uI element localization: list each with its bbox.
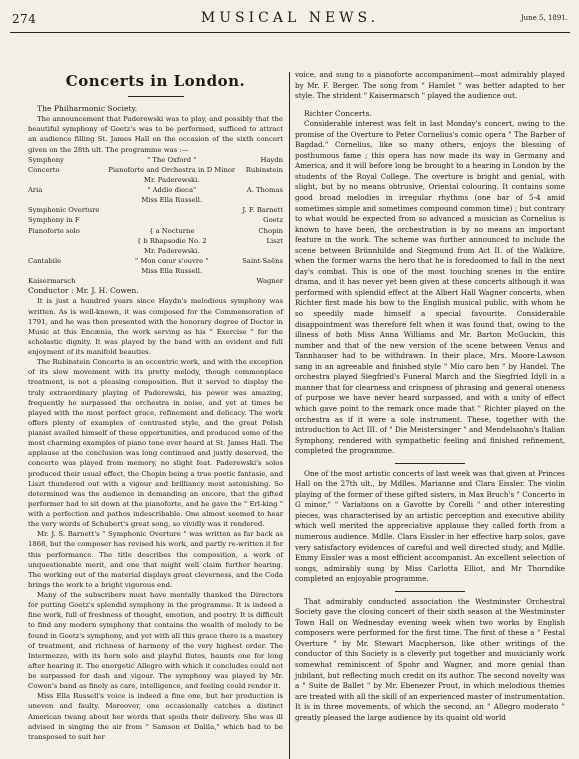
- programme-item-name: Kaisermarsch: [28, 277, 76, 286]
- programme-row: [28, 155, 283, 165]
- programme-item-name: Aria: [28, 186, 43, 194]
- masthead: MUSICAL NEWS.: [200, 10, 380, 26]
- article-title: Concerts in London.: [65, 72, 246, 90]
- programme-table: [28, 155, 283, 287]
- programme-row: [28, 215, 283, 225]
- programme-item-composer: Wagner: [256, 277, 283, 286]
- programme-item-composer: Haydn: [260, 155, 283, 164]
- programme-item-composer: Chopin: [258, 226, 283, 235]
- programme-item-work: " Mon cœur s'ouvre ": [135, 256, 209, 265]
- programme-item-composer: [239, 246, 283, 256]
- title-divider: [128, 96, 184, 97]
- programme-item-name: Concerto: [28, 165, 60, 174]
- programme-item-work: [104, 215, 239, 225]
- programme-row: [28, 195, 283, 205]
- programme-item-name: Symphony: [28, 155, 64, 164]
- section-heading-philharmonic: The Philharmonic Society.: [37, 104, 138, 113]
- programme-item-work: [104, 205, 239, 215]
- programme-item-work: { a Nocturne: [149, 226, 195, 235]
- programme-row: [28, 175, 283, 185]
- programme-item-work: Mr. Paderewski.: [143, 246, 200, 255]
- programme-item-work: Miss Ella Russell.: [141, 267, 203, 275]
- right-column: [295, 70, 565, 723]
- eissler-paragraph: One of the most artistic concerts of last week was that given at Princes Hall on the 27th ult., by Mdlles. Marianne and Clara Eissler. The violin playing of the former of these gifted sisters, in Max Bruch's " Concerto in G minor," " Variations on a Gavotte by Corelli " and other interesting pieces, was characterised by an artistic perception and executive ability which well merited the appreciative applause they called forth from a numerous audience. Mdlle. Clara Eissler in her effective harp solos, gave very satisfactory evidences of careful and well directed study, and Mdlle. Emmy Eissler was a most efficient accompanist. An excellent selection of songs, admirably sung by Miss Carlotta Elliot, and Mr Thorndike completed an enjoyable programme.: [295, 468, 565, 584]
- programme-row: [28, 276, 283, 286]
- programme-item-name: [28, 266, 104, 276]
- programme-row: [28, 205, 283, 215]
- programme-item-name: Symphony in F: [28, 216, 80, 225]
- programme-item-composer: Saint-Saëns: [242, 256, 283, 265]
- conductor-line: Conductor : Mr. J. H. Cowen.: [28, 286, 139, 296]
- paragraph: The Rubinstein Concerto is an eccentric work, and with the exception of its slow movement with its pretty melody, though commonplace treatment, is not a pleasing composition. But it served to display the truly extraordinary playing of Paderewski, his power was amazing, frequently he surpassed the orchestra in noise, and yet at times he played with the most perfect grace, refinement and delicacy. The work offers plenty of examples of contrasted style, and the great Polish pianist availed himself of these opportunities, and produced some of the most charming examples of piano tone ever heard at St. James Hall. The applause at the conclusion was long continued and justly deserved, the concerto was played from memory, no slight feat. Paderewski's solos produced their usual effect, the Chopin being a true poetic fantasie, and Liszt thundered out with a vigour and brilliancy most astonishing. So determined was the audience in demanding an encore, that the gifted performer had to sit down at the pianoforte, and he gave the " Erl-king " with a perfection and pathos indescribable. One almost seemed to hear the very words of Schubert's great song, so vividly was it rendered.: [28, 358, 283, 529]
- programme-row: [28, 226, 283, 236]
- programme-item-composer: Goetz: [263, 216, 283, 225]
- programme-item-work: Mr. Paderewski.: [143, 175, 200, 184]
- programme-row: [28, 185, 283, 195]
- programme-item-work: Miss Ella Russell.: [141, 196, 203, 205]
- paragraph: Many of the subscribers must have mentally thanked the Directors for putting Goetz's splendid symphony in the programme. It is indeed a fine work, full of freshness of thought, emotion, and poetry. It is difficult to find any modern symphony that contains the wealth of melody to be found in Goetz's symphony, and yet with all this grace there is a mastery of treatment, and richness of harmony of the very highest order. The Intermezzo, with its horn solo and playful flutes, haunts one for long after hearing it. The energetic Allegro with which it concludes could not be surpassed for dash and vigour. The symphony was played by Mr. Cowen's band as finely as care, intelligence, and feeling could render it.: [28, 591, 283, 691]
- page-number: 274: [12, 12, 37, 26]
- section-divider: [395, 591, 465, 592]
- philharmonic-intro: The announcement that Paderewski was to play, and possibly that the beautiful symphony of Goetz's was to be performed, sufficed to attract an audience filling St. James Hall on the occasion of the sixth concert given on the 28th ult. The programme was :—: [28, 115, 283, 154]
- programme-item-composer: A. Thomas: [246, 186, 283, 194]
- programme-item-name: [28, 246, 104, 256]
- programme-item-name: [28, 175, 104, 185]
- programme-item-composer: Liszt: [266, 236, 283, 245]
- paragraph-continuation: voice, and sung to a pianoforte accompaniment—most admirably played by Mr. F. Berger. The song from " Hamlet " was better adapted to her style. The strident " Kaisermarsch " played the audience out.: [295, 70, 565, 101]
- programme-item-work: { b Rhapsodie No. 2: [136, 236, 207, 245]
- programme-item-name: Symphonic Overture: [28, 206, 100, 215]
- programme-item-composer: J. F. Barnett: [242, 206, 283, 215]
- programme-item-work: " The Oxford ": [147, 155, 197, 164]
- issue-date: June 5, 1891.: [520, 14, 568, 22]
- programme-item-name: Pianoforte solo: [28, 226, 80, 235]
- paragraph: Mr. J. S. Barnett's " Symphonic Overture " was written as far back as 1868, but the composer has revised his work, and partly re-written it for this performance. The title describes the composition, a work of unquestionable merit, and one that might well claim further hearing. The working out of the material displays great cleverness, and the Coda brings the work to a bright vigorous end.: [28, 530, 283, 589]
- programme-item-composer: [239, 266, 283, 276]
- programme-item-work: [104, 276, 239, 286]
- paragraph: It is just a hundred years since Haydn's melodious symphony was written. As is well-known, it was composed for the Commemoration of 1791, and he was then presented with the honorary degree of Doctor in Music at this Encænia, the work serving as his " Exercise " for the scholastic dignity. It was played by the band with an evident and full enjoyment of its manifold beauties.: [28, 297, 283, 356]
- programme-row: [28, 266, 283, 276]
- programme-row: [28, 246, 283, 256]
- page-header: [10, 10, 570, 33]
- programme-row: [28, 165, 283, 175]
- westminster-paragraph: That admirably conducted association the Westminster Orchestral Society gave the closing concert of their sixth season at the Westminster Town Hall on Wednesday evening week when two works by English composers were performed for the first time. The first of these a " Festal Overture " by Mr. Stewart Macpherson, like other writings of the conductor of this Society is a cleverly put together and musicianly work somewhat reminiscent of Spohr and Wagner, and more genial than jubilant, but reflecting much credit on its author. The second novelty was a " Suite de Ballet " by Mr. Ebenezer Prout, in which melodious themes are treated with all the skill of an experienced master of instrumentation. It is in three movements, of which the second, an " Allegro moderato " greatly pleased the large audience by its quaint old world: [295, 596, 565, 722]
- column-divider: [289, 72, 290, 759]
- paragraph: Miss Ella Russell's voice is indeed a fine one, but her production is uneven and faulty. Moreover, one occasionally catches a distinct American twang about her words that spoils their delivery. She was ill advised in singing the air from " Samson et Dalila," which had to be transposed to suit her: [28, 692, 283, 741]
- programme-row: [28, 256, 283, 266]
- programme-row: [28, 236, 283, 246]
- programme-item-composer: Rubinstein: [245, 165, 283, 174]
- programme-item-work: " Addio dieca": [147, 186, 197, 194]
- programme-item-name: Cantabile: [28, 256, 62, 265]
- left-column: [28, 104, 283, 742]
- programme-item-name: [28, 195, 104, 205]
- section-heading-richter: Richter Concerts.: [304, 108, 372, 118]
- programme-item-work: Pianoforte and Orchestra in D Minor: [108, 165, 236, 174]
- section-divider: [395, 463, 465, 464]
- programme-item-composer: [239, 175, 283, 185]
- richter-paragraph: Considerable interest was felt in last Monday's concert, owing to the promise of the Overture to Peter Cornelius's comic opera " The Barber of Bagdad." Cornelius, like so many others, enjoys the blessing of posthumous fame ; this opera has now made its way in Germany and America, and it will before long be brought to a hearing in London by the students of the Royal College. The overture is bright and genial, with slight, but by no means obtrusive, Oriental colouring. It contains some good broad melodies in irregular rhythms (one bar of 5-4 amid sometimes simple and sometimes compound common time) ; but contrary to what would be expected from so advanced a musician as Cornelius is known to have been, the orchestration is by no means an important feature in the work. The scheme was further announced to include the scene between Brünnhilde and Siegmund from Act II. of the Walküre, when the former warns the hero that he is foredoomed to fall in the next day's combat. This is one of the most touching scenes in the entire drama, and it has never yet been given at these concerts although it was performed with splendid effect at the Albert Hall Wagner concerts, when Richter first made his bow to the English musical public, with whom he so speedily made himself a special favourite. Considerable disappointment was therefore felt when it was found that, owing to the illness of both Miss Anna Williams and Mr. Barton McGuckin, this number and that of the new version of the scene between Venus and Tannhauser had to be withdrawn. In their place, Mrs. Moore-Lawson sang in an agreeable and finished style " Mio caro ben " by Handel. The orchestra played Siegfried's Funeral March and the Siegfried Idyll in a manner that for clearness and crispness of phrasing and general oneness of purpose we have never heard surpassed, and with a unity of effect which gave point to the remark once made that " Richter played on the orchestra as if it were a sole instrument. These, together with the introduction to Act III. of " Die Meistersinger " and Mendelssohn's Italian Symphony, rendered with sympathetic feeling and finished refinement, completed the programme.: [295, 119, 565, 456]
- programme-item-composer: [239, 195, 283, 205]
- programme-item-name: [28, 236, 104, 246]
